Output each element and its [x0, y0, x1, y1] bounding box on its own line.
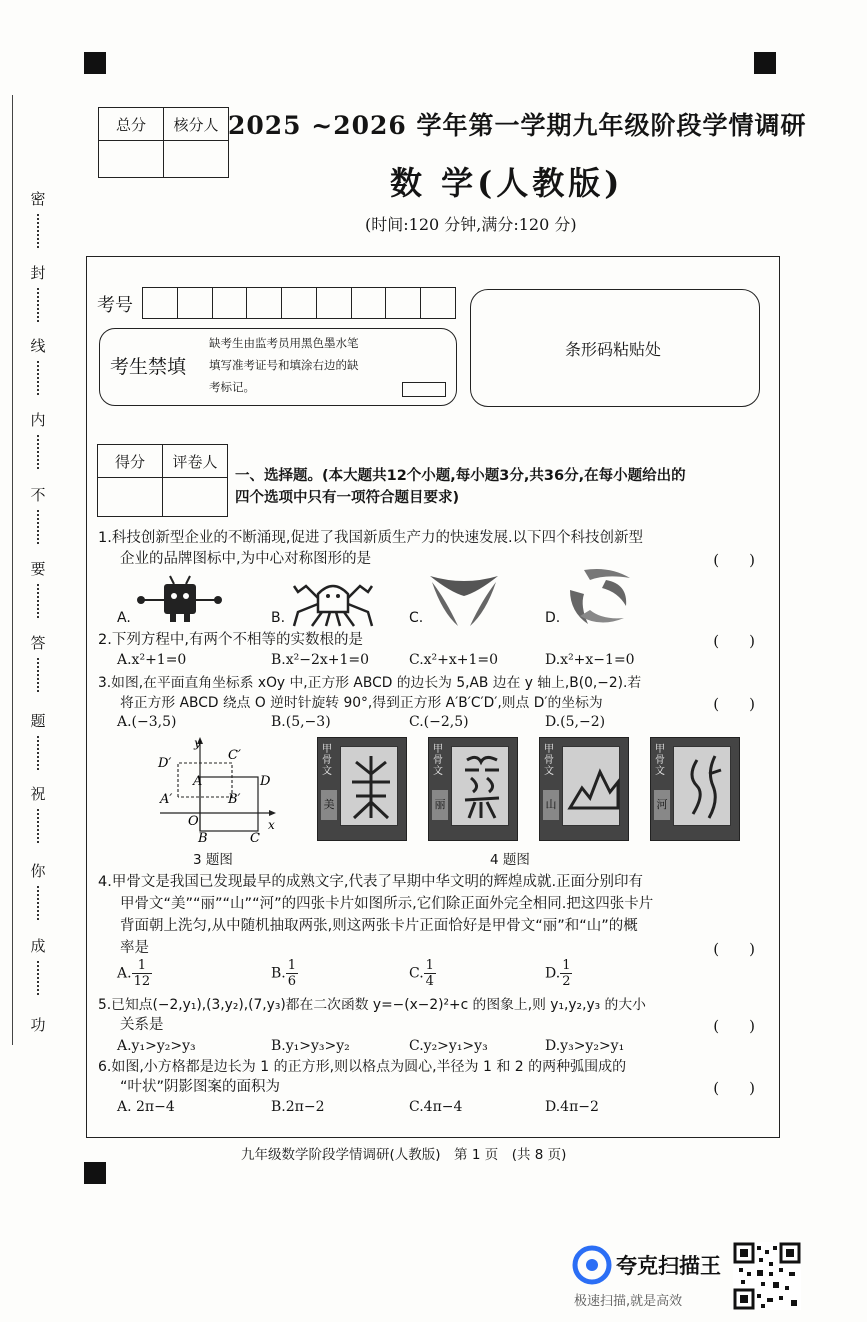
question-6-option-b: B.2π−2: [271, 1099, 325, 1115]
question-1-line-1: 1.科技创新型企业的不断涌现,促进了我国新质生产力的快速发展.以下四个科技创新型: [98, 530, 644, 546]
question-5-line-1: 5.已知点(−2,y₁),(3,y₂),(7,y₃)都在二次函数 y=−(x−2)²+c 的图象上,则 y₁,y₂,y₃ 的大小: [98, 997, 646, 1013]
fill-label: 考生禁填: [110, 356, 187, 378]
logo-robot-icon: [136, 574, 224, 628]
question-3-option-c: C.(−2,5): [409, 714, 469, 730]
numerator: 1: [132, 958, 153, 974]
question-4-line-1: 4.甲骨文是我国已发现最早的成熟文字,代表了早期中华文明的辉煌成就.正面分别印有: [98, 874, 644, 890]
question-4-option-a: [117, 958, 152, 989]
numerator: 1: [562, 958, 571, 973]
question-3-option-d: D.(5,−2): [545, 714, 606, 730]
figure-3-caption: 3 题图: [193, 852, 233, 868]
question-4-line-4: 率是: [120, 940, 149, 956]
fig3-label-x: x: [268, 818, 275, 832]
answer-paren[interactable]: ( ): [713, 940, 755, 958]
binding-dots: [37, 288, 41, 322]
figure-3-diagram: [150, 735, 290, 845]
total-score-header: 总分: [99, 108, 164, 141]
total-score-cell[interactable]: [99, 141, 164, 178]
fig3-label-y: y: [194, 736, 201, 750]
question-4-option-b: [271, 958, 298, 989]
absent-mark-box[interactable]: [402, 382, 446, 397]
page-footer: 九年级数学阶段学情调研(人教版) 第 1 页 (共 8 页): [241, 1147, 567, 1163]
binding-dots: [37, 886, 41, 920]
answer-paren[interactable]: ( ): [713, 1017, 755, 1035]
binding-char: 不: [30, 486, 46, 504]
exam-number-label: 考号: [97, 295, 133, 316]
scanner-logo-icon: [572, 1245, 612, 1285]
card-tag: 甲骨文: [433, 744, 443, 777]
question-5-option-c: C.y₂>y₁>y₃: [409, 1038, 488, 1054]
oracle-card-mei: [317, 737, 407, 841]
binding-char: 你: [30, 862, 46, 880]
question-3-line-2: 将正方形 ABCD 绕点 O 逆时针旋转 90°,得到正方形 A′B′C′D′,则点 D′的坐标为: [120, 695, 603, 711]
corner-mark-top-left: [84, 52, 106, 74]
question-4-line-3: 背面朝上洗匀,从中随机抽取两张,则这两张卡片正面恰好是甲骨文“丽”和“山”的概: [120, 918, 638, 934]
question-2-option-b: B.x²−2x+1=0: [271, 652, 370, 668]
grader-header: 评卷人: [163, 445, 228, 478]
card-tag: 甲骨文: [322, 744, 332, 777]
corner-mark-top-right: [754, 52, 776, 74]
question-3-option-b: B.(5,−3): [271, 714, 331, 730]
answer-paren[interactable]: ( ): [713, 1079, 755, 1097]
question-4-option-d: [545, 958, 572, 989]
question-6-line-2: “叶状”阴影图案的面积为: [120, 1079, 281, 1095]
question-5-option-b: B.y₁>y₃>y₂: [271, 1038, 350, 1054]
exam-number-boxes[interactable]: [142, 287, 456, 319]
oracle-card-li: [428, 737, 518, 841]
oracle-glyph-icon: [346, 752, 396, 822]
exam-title: 2025 ~2026 学年第一学期九年级阶段学情调研: [228, 111, 807, 140]
time-info: (时间:120 分钟,满分:120 分): [365, 215, 577, 234]
scanner-brand: 夸克扫描王: [616, 1254, 721, 1278]
oracle-card-shan: [539, 737, 629, 841]
card-tag: 甲骨文: [544, 744, 554, 777]
denominator: 6: [287, 974, 297, 989]
checker-header: 核分人: [164, 108, 229, 141]
question-6-option-c: C.4π−4: [409, 1099, 463, 1115]
question-5-option-d: D.y₃>y₂>y₁: [545, 1038, 625, 1054]
fig3-label-a-prime: A′: [160, 792, 173, 807]
denominator: 2: [562, 974, 571, 989]
binding-char: 密: [30, 190, 46, 208]
binding-char: 内: [30, 411, 46, 429]
binding-dots: [37, 658, 41, 692]
denominator: 12: [133, 974, 151, 989]
binding-dots: [37, 435, 41, 469]
total-score-table: [98, 107, 229, 178]
oracle-glyph-icon: [679, 752, 729, 822]
card-char: 河: [654, 790, 670, 820]
corner-mark-bottom-left: [84, 1162, 106, 1184]
barcode-label: 条形码粘贴处: [565, 340, 662, 359]
oracle-card-he: [650, 737, 740, 841]
question-1-option-b: B.: [271, 610, 286, 626]
logo-swirl-icon: [566, 566, 632, 628]
scanner-slogan: 极速扫描,就是高效: [574, 1294, 683, 1309]
question-1-option-c: C.: [409, 610, 424, 626]
question-2-option-a: A.x²+1=0: [117, 652, 187, 668]
fig3-label-o: O: [188, 814, 199, 829]
fill-note-2: 填写准考证号和填涂右边的缺: [209, 358, 359, 372]
option-prefix: C.: [409, 965, 424, 982]
numerator: 1: [425, 958, 434, 973]
question-1-line-2: 企业的品牌图标中,为中心对称图形的是: [120, 551, 372, 567]
question-6-option-d: D.4π−2: [545, 1099, 599, 1115]
question-2-option-c: C.x²+x+1=0: [409, 652, 499, 668]
oracle-glyph-icon: [457, 752, 507, 822]
fig3-label-b: B: [198, 831, 208, 845]
binding-char: 成: [30, 937, 46, 955]
binding-dots: [37, 584, 41, 618]
question-5-option-a: A.y₁>y₂>y₃: [117, 1038, 196, 1054]
section-heading-1: 一、选择题。(本大题共12个小题,每小题3分,共36分,在每小题给出的: [235, 468, 686, 484]
fig3-label-d: D: [260, 774, 271, 789]
question-5-line-2: 关系是: [120, 1017, 164, 1033]
binding-dots: [37, 961, 41, 995]
question-4-line-2: 甲骨文“美”“丽”“山”“河”的四张卡片如图所示,它们除正面外完全相同.把这四张卡片: [120, 896, 654, 912]
question-2-option-d: D.x²+x−1=0: [545, 652, 635, 668]
logo-crab-icon: [290, 572, 376, 630]
fill-note-3: 考标记。: [209, 380, 255, 394]
figure-4-caption: 4 题图: [490, 852, 530, 868]
binding-dots: [37, 361, 41, 395]
fig3-label-b-prime: B′: [228, 792, 241, 807]
card-char: 丽: [432, 790, 448, 820]
fig3-label-c: C: [250, 831, 260, 845]
answer-paren[interactable]: ( ): [713, 551, 755, 569]
section-heading-2: 四个选项中只有一项符合题目要求): [235, 490, 460, 506]
card-char: 山: [543, 790, 559, 820]
option-prefix: D.: [545, 965, 561, 982]
question-1-option-d: D.: [545, 610, 561, 626]
oracle-glyph-icon: [566, 758, 622, 818]
question-6-option-a: A. 2π−4: [117, 1099, 175, 1115]
question-3-option-a: A.(−3,5): [117, 714, 177, 730]
binding-line: [12, 95, 14, 1045]
binding-char: 功: [30, 1016, 46, 1034]
grader-cell[interactable]: [163, 478, 228, 517]
card-tag: 甲骨文: [655, 744, 665, 777]
binding-char: 封: [30, 264, 46, 282]
logo-triangle-icon: [428, 572, 500, 630]
fill-note-1: 缺考生由监考员用黑色墨水笔: [209, 336, 359, 350]
question-3-line-1: 3.如图,在平面直角坐标系 xOy 中,正方形 ABCD 的边长为 5,AB 边在 y 轴上,B(0,−2).若: [98, 675, 642, 691]
binding-char: 线: [30, 337, 46, 355]
fig3-label-a: A: [193, 774, 203, 789]
subject-title: 数 学(人教版): [390, 164, 624, 202]
option-prefix: A.: [117, 965, 132, 982]
grade-cell[interactable]: [98, 478, 163, 517]
fig3-label-d-prime: D′: [158, 756, 172, 771]
option-prefix: B.: [271, 965, 286, 982]
binding-dots: [37, 736, 41, 770]
question-4-option-c: [409, 958, 436, 989]
question-1-option-a: A.: [117, 610, 131, 626]
binding-char: 要: [30, 560, 46, 578]
binding-char: 祝: [30, 785, 46, 803]
denominator: 4: [425, 974, 434, 989]
answer-paren[interactable]: ( ): [713, 632, 755, 650]
binding-dots: [37, 510, 41, 544]
answer-paren[interactable]: ( ): [713, 695, 755, 713]
numerator: 1: [287, 958, 297, 973]
binding-char: 答: [30, 634, 46, 652]
binding-char: 题: [30, 712, 46, 730]
question-2: 2.下列方程中,有两个不相等的实数根的是: [98, 632, 363, 648]
fig3-label-c-prime: C′: [228, 748, 241, 763]
qr-code-icon: [733, 1242, 801, 1310]
binding-dots: [37, 214, 41, 248]
question-6-line-1: 6.如图,小方格都是边长为 1 的正方形,则以格点为圆心,半径为 1 和 2 的两种弧围成的: [98, 1059, 627, 1075]
grade-table: [97, 444, 228, 517]
grade-header: 得分: [98, 445, 163, 478]
card-char: 美: [321, 790, 337, 820]
checker-cell[interactable]: [164, 141, 229, 178]
binding-dots: [37, 809, 41, 843]
